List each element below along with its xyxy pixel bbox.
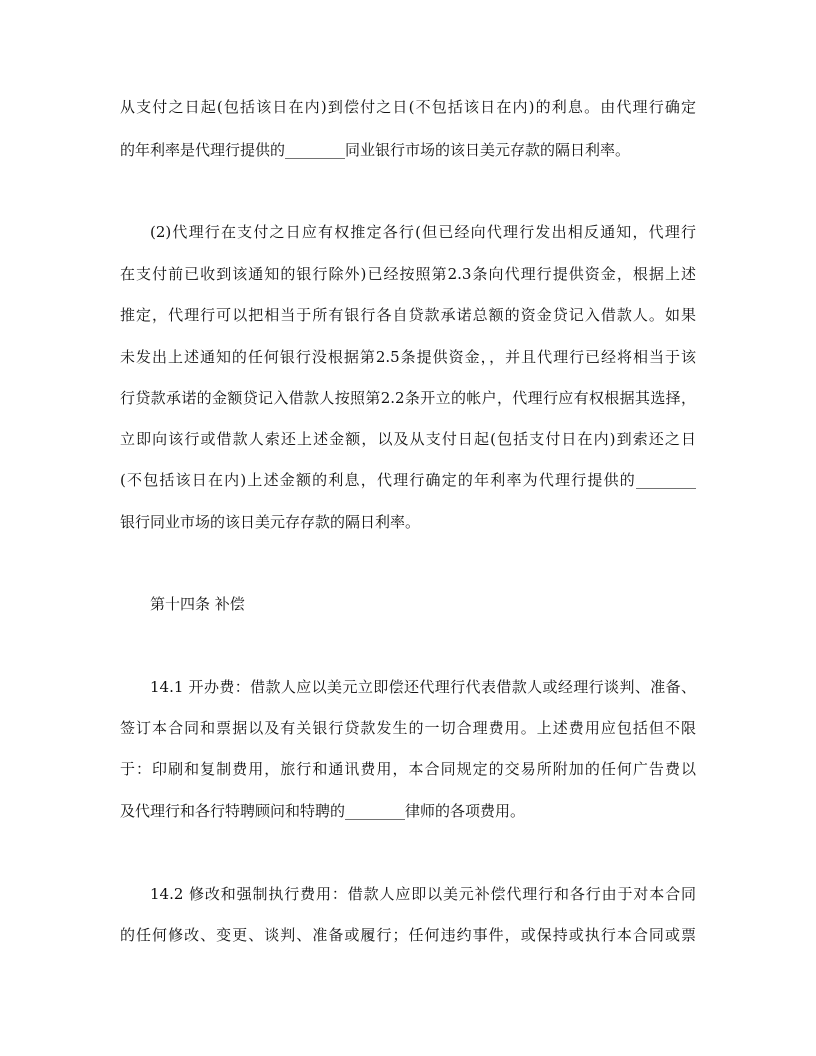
text-line-17: 的任何修改、变更、谈判、准备或履行；任何违约事件，或保持或执行本合同或票 <box>120 926 696 944</box>
text-line-14: 于：印刷和复制费用，旅行和通讯费用，本合同规定的交易所附加的任何广告费以 <box>120 760 696 778</box>
text-line-3: (2)代理行在支付之日应有权推定各行(但已经向代理行发出相反通知，代理行 <box>150 223 696 241</box>
text-line-7: 行贷款承诺的金额贷记入借款人按照第2.2条开立的帐户，代理行应有权根据其选择， <box>120 389 696 407</box>
text-line-16: 14.2 修改和强制执行费用：借款人应即以美元补偿代理行和各行由于对本合同 <box>150 885 696 903</box>
text-line-1: 从支付之日起(包括该日在内)到偿付之日(不包括该日在内)的利息。由代理行确定 <box>120 98 696 116</box>
text-line-8: 立即向该行或借款人索还上述金额，以及从支付日起(包括支付日在内)到索还之日 <box>120 430 696 448</box>
text-line-13: 签订本合同和票据以及有关银行贷款发生的一切合理费用。上述费用应包括但不限 <box>120 719 696 737</box>
text-line-9: (不包括该日在内)上述金额的利息，代理行确定的年利率为代理行提供的________ <box>120 471 696 489</box>
text-line-12: 14.1 开办费：借款人应以美元立即偿还代理行代表借款人或经理行谈判、准备、 <box>150 678 696 696</box>
text-line-4: 在支付前已收到该通知的银行除外)已经按照第2.3条向代理行提供资金，根据上述 <box>120 265 696 283</box>
text-line-5: 推定，代理行可以把相当于所有银行各自贷款承诺总额的资金贷记入借款人。如果 <box>120 306 696 324</box>
section-heading: 第十四条 补偿 <box>150 595 245 613</box>
text-line-6: 未发出上述通知的任何银行没根据第2.5条提供资金，，并且代理行已经将相当于该 <box>120 348 696 366</box>
text-line-10: 银行同业市场的该日美元存存款的隔日利率。 <box>120 513 421 531</box>
text-line-2: 的年利率是代理行提供的________同业银行市场的该日美元存款的隔日利率。 <box>120 141 631 159</box>
text-line-15: 及代理行和各行特聘顾问和特聘的________律师的各项费用。 <box>120 802 526 820</box>
